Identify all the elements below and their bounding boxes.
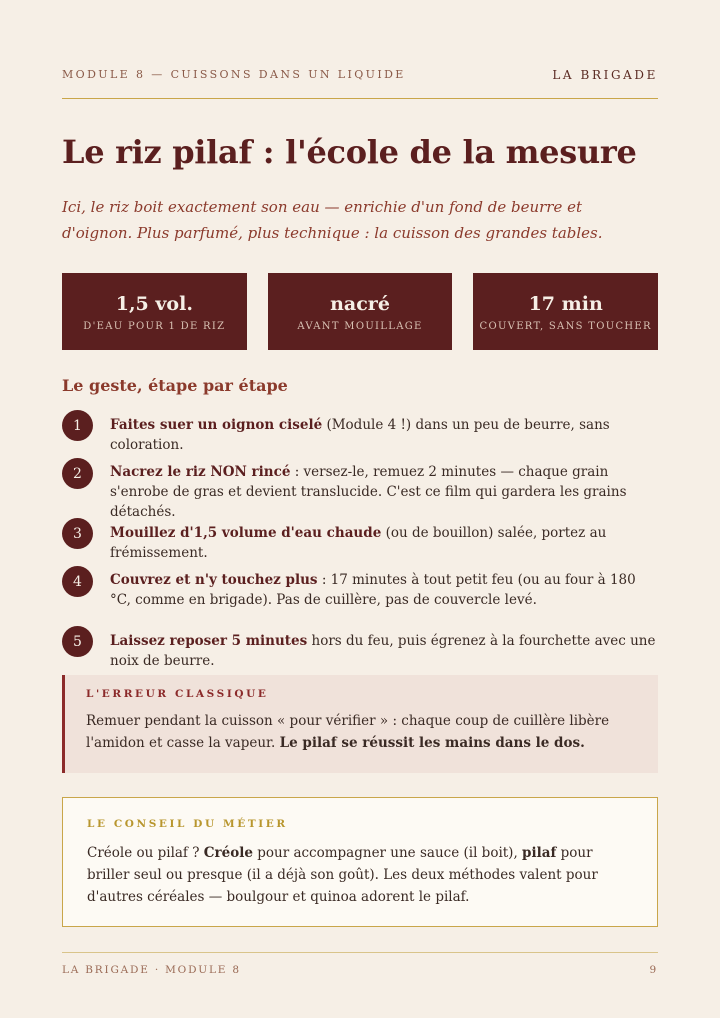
- step-rest-text: : 17 minutes à tout petit feu (ou au four à 180 °C, comme en brigade). Pas de cuillère, pas de couvercle levé.: [110, 572, 636, 608]
- page-title: Le riz pilaf : l'école de la mesure: [62, 133, 637, 171]
- warning-body: Remuer pendant la cuisson « pour vérifier » : chaque coup de cuillère libère l'amidon et casse la vapeur.: [86, 713, 610, 751]
- tip-text: [87, 842, 633, 908]
- step-number-badge: 2: [62, 458, 93, 489]
- page-header: [62, 68, 658, 99]
- step-number-badge: 3: [62, 518, 93, 549]
- step-bold-text: Nacrez le riz NON rincé: [110, 464, 291, 480]
- step-item-2: [62, 458, 658, 522]
- step-number-badge: 5: [62, 626, 93, 657]
- tip-text-part: pour accompagner une sauce (il boit),: [252, 845, 523, 861]
- page-number: 9: [649, 963, 658, 976]
- stat-card-nacre: [268, 273, 453, 350]
- step-bold-text: Couvrez et n'y touchez plus: [110, 572, 318, 588]
- step-rest-text: (Module 4 !) dans un peu de beurre, sans coloration.: [110, 417, 610, 453]
- step-number-badge: 1: [62, 410, 93, 441]
- step-text: [110, 462, 658, 522]
- step-bold-text: Mouillez d'1,5 volume d'eau chaude: [110, 525, 382, 541]
- step-text: [110, 523, 658, 563]
- stat-value: nacré: [330, 293, 390, 315]
- page-footer: [62, 952, 658, 982]
- tip-kicker: LE CONSEIL DU MÉTIER: [87, 818, 288, 830]
- stat-value: 17 min: [528, 293, 603, 315]
- stat-label: COUVERT, SANS TOUCHER: [479, 321, 652, 332]
- warning-kicker: L'ERREUR CLASSIQUE: [86, 688, 269, 700]
- stat-value: 1,5 vol.: [115, 293, 193, 315]
- footer-label: LA BRIGADE · MODULE 8: [62, 963, 241, 976]
- steps-heading: Le geste, étape par étape: [62, 376, 288, 395]
- tip-callout: [62, 797, 658, 927]
- stat-card-water: [62, 273, 247, 350]
- step-rest-text: : versez-le, remuez 2 minutes — chaque grain s'enrobe de gras et devient translucide. C'est ce film qui gardera les grains détachés.: [110, 464, 627, 520]
- step-text: [110, 631, 658, 671]
- tip-text-part: Créole ou pilaf ?: [87, 845, 204, 861]
- tip-bold-pilaf: pilaf: [522, 845, 557, 861]
- step-item-4: [62, 566, 658, 610]
- step-rest-text: hors du feu, puis égrenez à la fourchette avec une noix de beurre.: [110, 633, 656, 669]
- document-page: [62, 0, 658, 1018]
- step-item-3: [62, 518, 658, 563]
- step-bold-text: Faites suer un oignon ciselé: [110, 417, 323, 433]
- warning-text: [86, 710, 638, 754]
- step-number-badge: 4: [62, 566, 93, 597]
- module-label: MODULE 8 — CUISSONS DANS UN LIQUIDE: [62, 68, 406, 81]
- stats-row: [62, 273, 658, 350]
- step-item-5: [62, 626, 658, 671]
- brand-label: LA BRIGADE: [552, 68, 658, 82]
- tip-bold-creole: Créole: [203, 845, 253, 861]
- step-text: [110, 415, 658, 455]
- tip-text-part: pour briller seul ou presque (il a déjà son goût). Les deux méthodes valent pour d'autres céréales — boulgour et quinoa adorent le pilaf.: [87, 845, 598, 905]
- warning-callout: [62, 675, 658, 773]
- step-text: [110, 570, 658, 610]
- step-item-1: [62, 410, 658, 455]
- intro-text: Ici, le riz boit exactement son eau — enrichie d'un fond de beurre et d'oignon. Plus parfumé, plus technique : la cuisson des grandes tables.: [62, 198, 603, 242]
- stat-label: AVANT MOUILLAGE: [297, 321, 423, 332]
- stat-label: D'EAU POUR 1 DE RIZ: [83, 321, 226, 332]
- stat-card-time: [473, 273, 658, 350]
- warning-bold: Le pilaf se réussit les mains dans le dos.: [279, 735, 585, 751]
- step-rest-text: (ou de bouillon) salée, portez au frémissement.: [110, 525, 607, 561]
- step-bold-text: Laissez reposer 5 minutes: [110, 633, 308, 649]
